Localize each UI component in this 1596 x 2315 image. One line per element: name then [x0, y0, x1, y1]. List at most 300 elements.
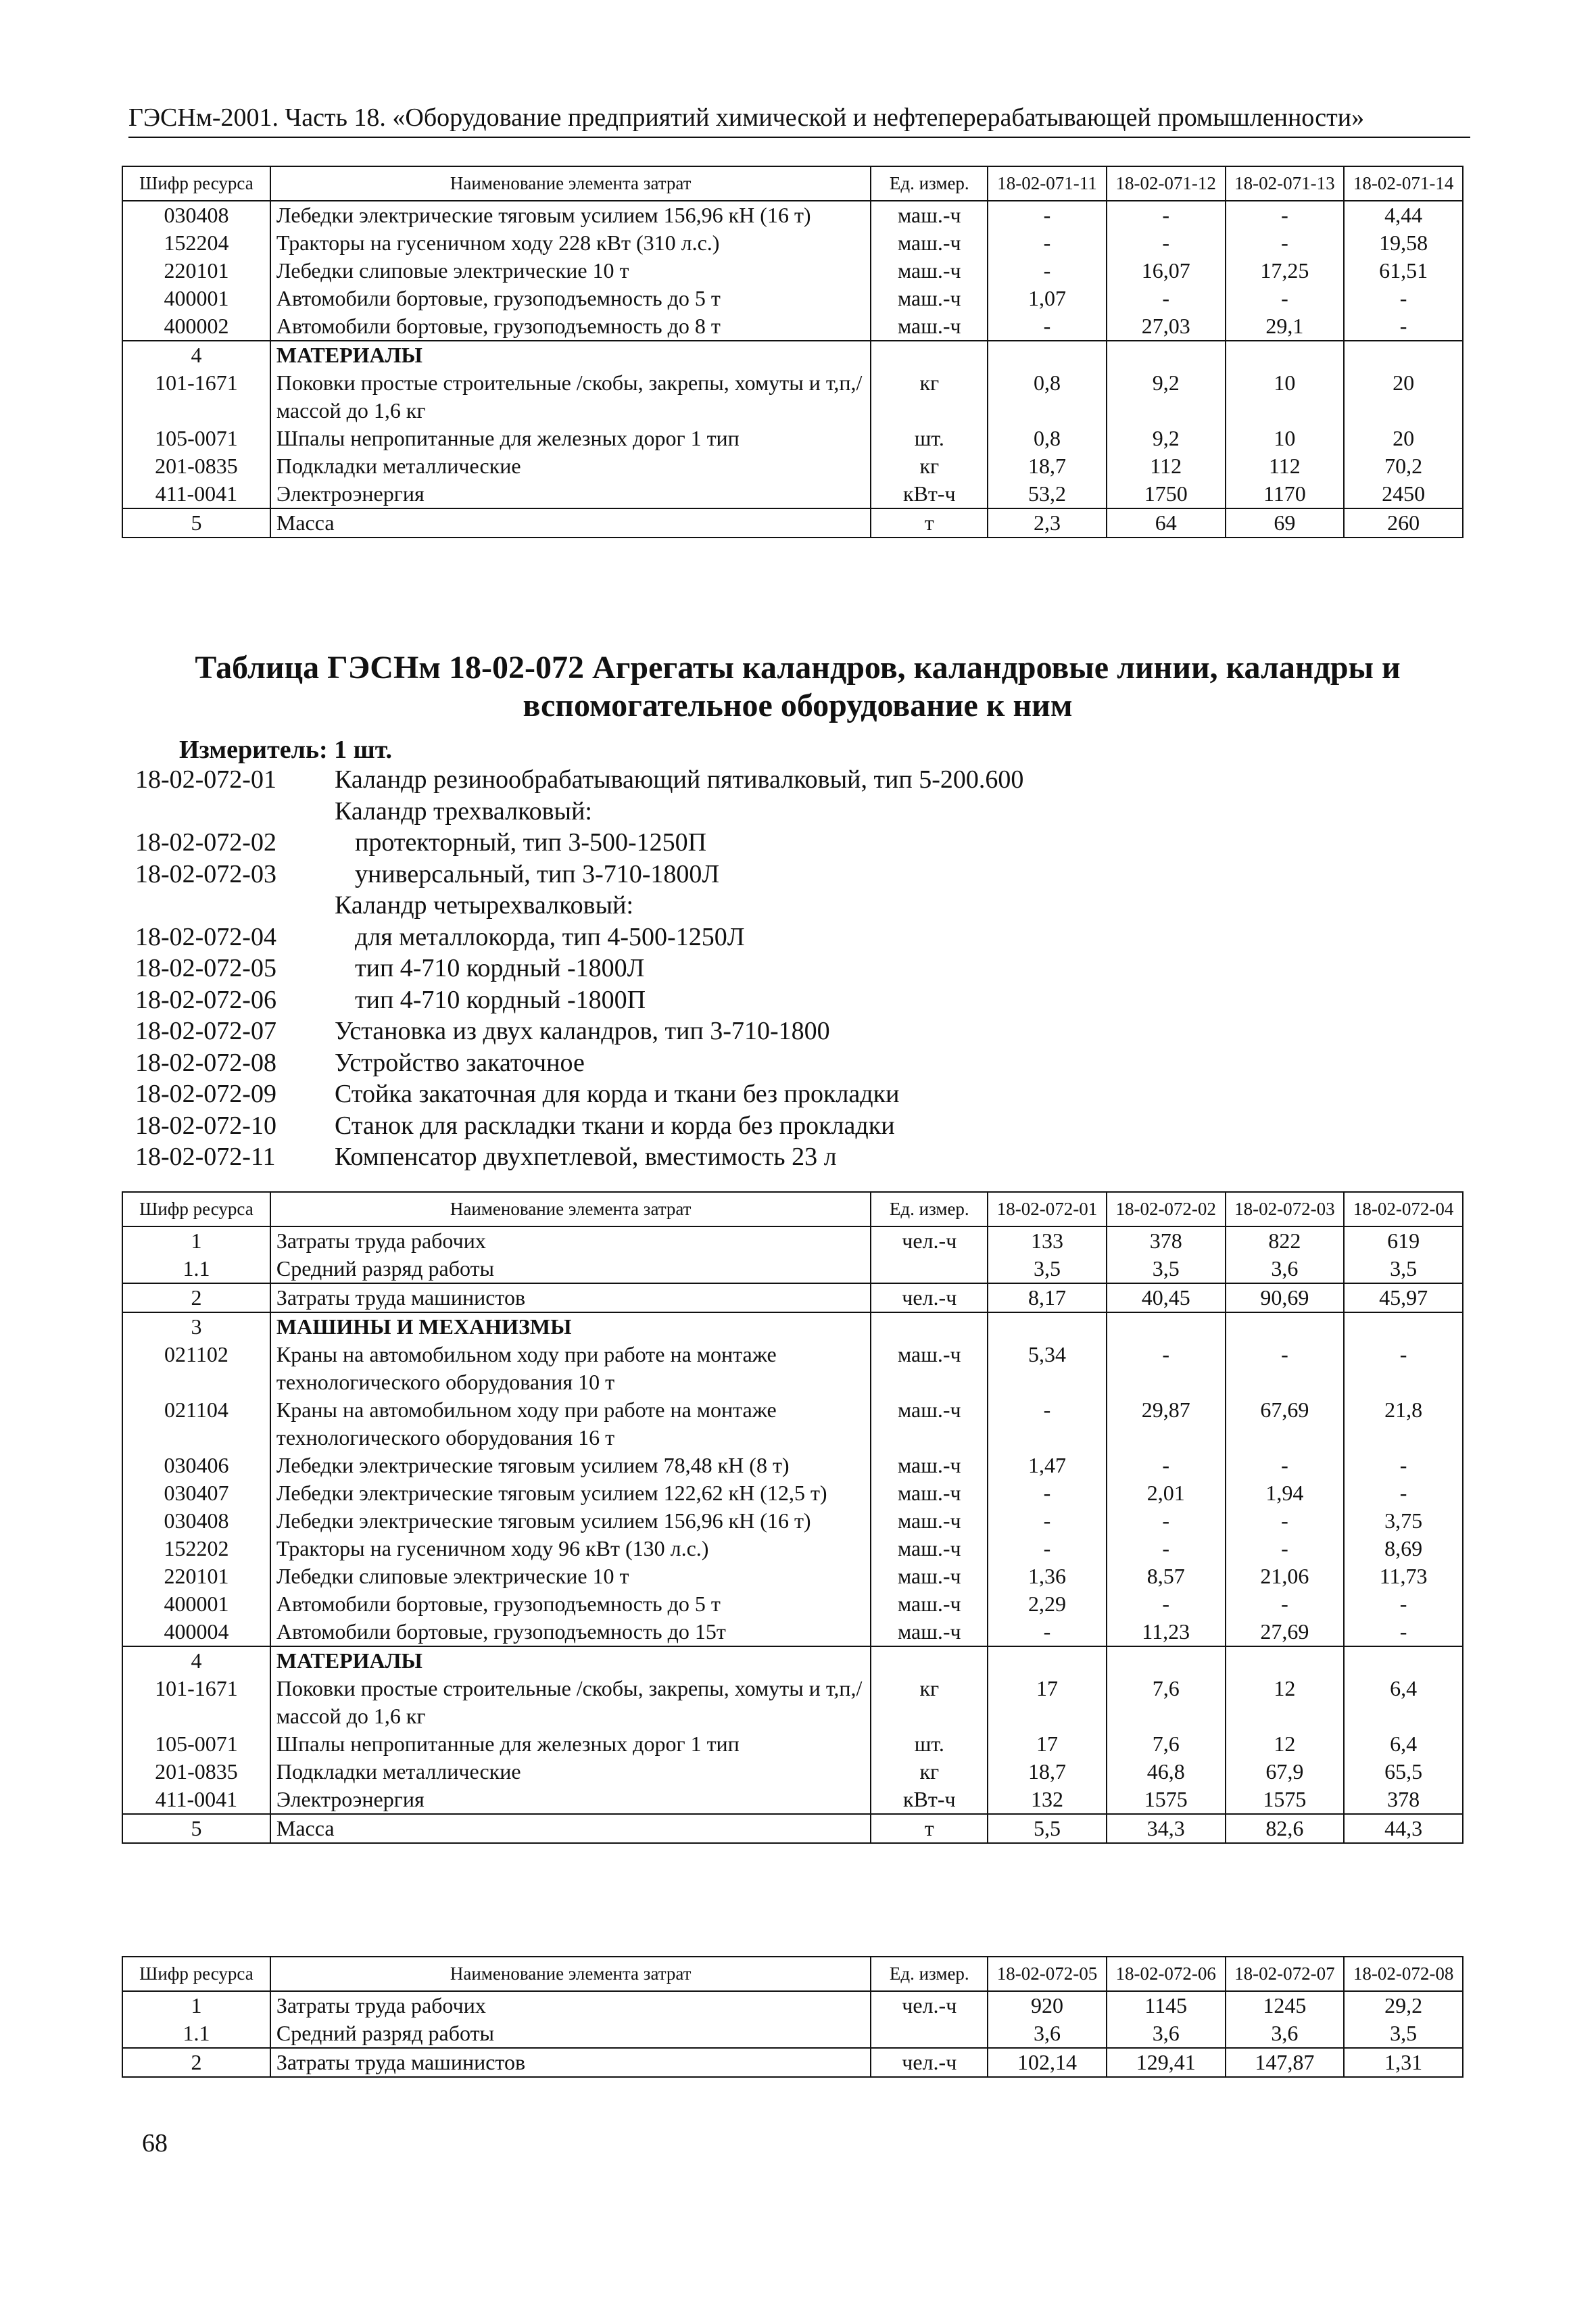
- norm-value: 27,69: [1226, 1618, 1345, 1646]
- unit-of-measure: кВт-ч: [871, 480, 988, 508]
- norm-value: 112: [1107, 452, 1226, 480]
- norm-value: 19,58: [1344, 229, 1463, 257]
- norm-value: 822: [1226, 1226, 1345, 1255]
- resource-code: 030406: [122, 1452, 270, 1479]
- norm-value: 11,23: [1107, 1618, 1226, 1646]
- list-item: [135, 827, 1420, 859]
- unit-of-measure: [871, 1312, 988, 1341]
- list-item: [135, 796, 1420, 828]
- norm-value: 1,47: [988, 1452, 1107, 1479]
- norm-value: -: [1107, 201, 1226, 229]
- norm-value: 8,57: [1107, 1562, 1226, 1590]
- resource-code: 105-0071: [122, 425, 270, 452]
- unit-of-measure: маш.-ч: [871, 1562, 988, 1590]
- norm-value: 3,75: [1344, 1507, 1463, 1535]
- norm-value: 40,45: [1107, 1283, 1226, 1312]
- norm-value: 619: [1344, 1226, 1463, 1255]
- norm-value: 9,2: [1107, 369, 1226, 425]
- norm-value: 1,36: [988, 1562, 1107, 1590]
- norm-value: 29,2: [1344, 1991, 1463, 2020]
- norm-code: 18-02-072-08: [135, 1048, 276, 1077]
- table-row: [122, 1479, 1463, 1507]
- resource-code: 4: [122, 341, 270, 369]
- col-header-norm: 18-02-071-12: [1107, 166, 1226, 201]
- unit-of-measure: [871, 1255, 988, 1283]
- col-header-norm: 18-02-072-01: [988, 1192, 1107, 1226]
- unit-of-measure: т: [871, 1814, 988, 1843]
- norm-value: 27,03: [1107, 312, 1226, 341]
- norm-value: 4,44: [1344, 201, 1463, 229]
- norm-value: -: [1226, 1507, 1345, 1535]
- col-header-name: Наименование элемента затрат: [270, 166, 871, 201]
- col-header-norm: 18-02-071-13: [1226, 166, 1345, 201]
- norm-value: [1107, 341, 1226, 369]
- norm-value: [1226, 1646, 1345, 1675]
- unit-of-measure: [871, 341, 988, 369]
- norm-value: 3,5: [1107, 1255, 1226, 1283]
- norm-description: Станок для раскладки ткани и корда без прокладки: [335, 1111, 895, 1140]
- norm-value: 8,69: [1344, 1535, 1463, 1562]
- cost-element-name: Средний разряд работы: [270, 2020, 871, 2048]
- norm-code: 18-02-072-05: [135, 954, 276, 982]
- list-item: [135, 1047, 1420, 1079]
- norm-value: 16,07: [1107, 257, 1226, 285]
- norm-value: 920: [988, 1991, 1107, 2020]
- norm-value: 7,6: [1107, 1730, 1226, 1758]
- table-row: [122, 1786, 1463, 1814]
- table-row: [122, 1283, 1463, 1312]
- resource-code: 400001: [122, 285, 270, 312]
- norm-value: 1,94: [1226, 1479, 1345, 1507]
- unit-of-measure: кВт-ч: [871, 1786, 988, 1814]
- norm-value: [1344, 1646, 1463, 1675]
- col-header-unit: Ед. измер.: [871, 1957, 988, 1991]
- norm-value: 3,6: [1226, 2020, 1345, 2048]
- norm-value: 3,5: [988, 1255, 1107, 1283]
- col-header-code: Шифр ресурса: [122, 1957, 270, 1991]
- norm-value: 44,3: [1344, 1814, 1463, 1843]
- norm-value: 12: [1226, 1730, 1345, 1758]
- resource-code: 4: [122, 1646, 270, 1675]
- resource-code: 152204: [122, 229, 270, 257]
- table-row: [122, 285, 1463, 312]
- norm-value: 378: [1107, 1226, 1226, 1255]
- table-row: [122, 201, 1463, 229]
- norm-value: 1575: [1226, 1786, 1345, 1814]
- norm-value: -: [1107, 1535, 1226, 1562]
- table-resources-071: [122, 166, 1464, 538]
- table-title: Таблица ГЭСНм 18-02-072 Агрегаты каландров, каландровые линии, каландры и вспомогательное оборудование к ним: [195, 650, 1401, 723]
- page-number: 68: [142, 2129, 168, 2157]
- norm-value: 132: [988, 1786, 1107, 1814]
- unit-of-measure: маш.-ч: [871, 229, 988, 257]
- norm-value: 1,31: [1344, 2048, 1463, 2077]
- resource-code: 030408: [122, 1507, 270, 1535]
- col-header-code: Шифр ресурса: [122, 166, 270, 201]
- cost-element-name: Масса: [270, 1814, 871, 1843]
- norm-description: Каландр четырехвалковый:: [335, 891, 634, 920]
- norm-value: 1170: [1226, 480, 1345, 508]
- norm-value: 3,5: [1344, 2020, 1463, 2048]
- norm-value: 64: [1107, 508, 1226, 538]
- norm-value: -: [988, 1396, 1107, 1452]
- norm-value: 17: [988, 1730, 1107, 1758]
- norm-value: 8,17: [988, 1283, 1107, 1312]
- col-header-norm: 18-02-071-14: [1344, 166, 1463, 201]
- col-header-norm: 18-02-072-02: [1107, 1192, 1226, 1226]
- col-header-norm: 18-02-072-07: [1226, 1957, 1345, 1991]
- unit-of-measure: кг: [871, 369, 988, 425]
- resource-code: 400002: [122, 312, 270, 341]
- table-row: [122, 1255, 1463, 1283]
- resource-code: 030408: [122, 201, 270, 229]
- norm-value: 3,6: [1107, 2020, 1226, 2048]
- resource-code: 5: [122, 508, 270, 538]
- unit-of-measure: маш.-ч: [871, 1507, 988, 1535]
- norm-value: -: [1226, 1452, 1345, 1479]
- unit-of-measure: маш.-ч: [871, 1341, 988, 1396]
- table-row: [122, 1396, 1463, 1452]
- norm-value: -: [1107, 1507, 1226, 1535]
- cost-element-name: Лебедки электрические тяговым усилием 78,48 кН (8 т): [270, 1452, 871, 1479]
- resource-code: 5: [122, 1814, 270, 1843]
- col-header-norm: 18-02-071-11: [988, 166, 1107, 201]
- table-row: [122, 1618, 1463, 1646]
- norm-value: -: [988, 257, 1107, 285]
- resource-code: 021104: [122, 1396, 270, 1452]
- table-row: [122, 1590, 1463, 1618]
- norm-value: 21,06: [1226, 1562, 1345, 1590]
- norm-value: 10: [1226, 425, 1345, 452]
- norm-value: -: [988, 312, 1107, 341]
- table-row: [122, 1341, 1463, 1396]
- norm-value: -: [1107, 1341, 1226, 1396]
- code-list: [135, 764, 1420, 1173]
- table-row: [122, 1646, 1463, 1675]
- norm-value: 5,34: [988, 1341, 1107, 1396]
- col-header-norm: 18-02-072-04: [1344, 1192, 1463, 1226]
- norm-value: 11,73: [1344, 1562, 1463, 1590]
- table-row: [122, 257, 1463, 285]
- table-row: [122, 1535, 1463, 1562]
- list-item: [135, 1016, 1420, 1047]
- resource-code: 1: [122, 1991, 270, 2020]
- resource-code: 1: [122, 1226, 270, 1255]
- norm-value: -: [988, 201, 1107, 229]
- norm-value: 21,8: [1344, 1396, 1463, 1452]
- norm-value: [1107, 1312, 1226, 1341]
- table-row: [122, 369, 1463, 425]
- col-header-norm: 18-02-072-06: [1107, 1957, 1226, 1991]
- table-row: [122, 508, 1463, 538]
- resource-code: 411-0041: [122, 480, 270, 508]
- col-header-norm: 18-02-072-08: [1344, 1957, 1463, 1991]
- cost-element-name: Автомобили бортовые, грузоподъемность до 5 т: [270, 1590, 871, 1618]
- list-item: [135, 922, 1420, 953]
- norm-value: 6,4: [1344, 1730, 1463, 1758]
- norm-description: Каландр трехвалковый:: [335, 796, 592, 826]
- norm-value: 65,5: [1344, 1758, 1463, 1786]
- cost-element-name: МАТЕРИАЛЫ: [270, 1646, 871, 1675]
- norm-code: 18-02-072-04: [135, 922, 276, 951]
- norm-value: 17: [988, 1675, 1107, 1730]
- table-row: [122, 425, 1463, 452]
- cost-element-name: Затраты труда рабочих: [270, 1991, 871, 2020]
- norm-description: для металлокорда, тип 4-500-1250Л: [355, 922, 745, 951]
- table-row: [122, 480, 1463, 508]
- resource-code: 152202: [122, 1535, 270, 1562]
- norm-value: 1245: [1226, 1991, 1345, 2020]
- norm-value: -: [1226, 285, 1345, 312]
- table-row: [122, 1675, 1463, 1730]
- norm-value: -: [988, 229, 1107, 257]
- unit-of-measure: маш.-ч: [871, 1452, 988, 1479]
- norm-value: 2,01: [1107, 1479, 1226, 1507]
- norm-value: -: [1107, 1590, 1226, 1618]
- col-header-name: Наименование элемента затрат: [270, 1192, 871, 1226]
- cost-element-name: Затраты труда машинистов: [270, 1283, 871, 1312]
- table-row: [122, 1507, 1463, 1535]
- norm-value: 112: [1226, 452, 1345, 480]
- norm-value: 34,3: [1107, 1814, 1226, 1843]
- list-item: [135, 890, 1420, 922]
- col-header-norm: 18-02-072-03: [1226, 1192, 1345, 1226]
- norm-description: универсальный, тип 3-710-1800Л: [355, 859, 720, 888]
- norm-value: 147,87: [1226, 2048, 1345, 2077]
- cost-element-name: Лебедки электрические тяговым усилием 156,96 кН (16 т): [270, 1507, 871, 1535]
- table-row: [122, 1226, 1463, 1255]
- norm-code: 18-02-072-07: [135, 1017, 276, 1045]
- unit-of-measure: маш.-ч: [871, 1396, 988, 1452]
- unit-of-measure: чел.-ч: [871, 2048, 988, 2077]
- norm-value: 10: [1226, 369, 1345, 425]
- cost-element-name: Автомобили бортовые, грузоподъемность до 15т: [270, 1618, 871, 1646]
- table-row: [122, 1562, 1463, 1590]
- norm-value: 46,8: [1107, 1758, 1226, 1786]
- col-header-unit: Ед. измер.: [871, 1192, 988, 1226]
- norm-value: 12: [1226, 1675, 1345, 1730]
- norm-value: [1107, 1646, 1226, 1675]
- resource-code: 101-1671: [122, 1675, 270, 1730]
- norm-value: 133: [988, 1226, 1107, 1255]
- norm-value: -: [1226, 1341, 1345, 1396]
- unit-of-measure: чел.-ч: [871, 1283, 988, 1312]
- norm-value: 67,9: [1226, 1758, 1345, 1786]
- col-header-code: Шифр ресурса: [122, 1192, 270, 1226]
- resource-code: 400001: [122, 1590, 270, 1618]
- cost-element-name: Поковки простые строительные /скобы, закрепы, хомуты и т,п,/ массой до 1,6 кг: [270, 369, 871, 425]
- norm-value: [988, 1312, 1107, 1341]
- norm-description: Компенсатор двухпетлевой, вместимость 23 л: [335, 1143, 837, 1171]
- norm-value: 2,3: [988, 508, 1107, 538]
- norm-value: 29,87: [1107, 1396, 1226, 1452]
- resource-code: 201-0835: [122, 452, 270, 480]
- norm-value: -: [988, 1535, 1107, 1562]
- norm-description: Устройство закаточное: [335, 1048, 585, 1077]
- norm-value: 2450: [1344, 480, 1463, 508]
- norm-value: 29,1: [1226, 312, 1345, 341]
- cost-element-name: Автомобили бортовые, грузоподъемность до 5 т: [270, 285, 871, 312]
- norm-code: 18-02-072-09: [135, 1080, 276, 1108]
- list-item: [135, 984, 1420, 1016]
- resource-code: 220101: [122, 1562, 270, 1590]
- norm-value: [1344, 1312, 1463, 1341]
- norm-value: 9,2: [1107, 425, 1226, 452]
- unit-of-measure: маш.-ч: [871, 257, 988, 285]
- norm-value: 20: [1344, 369, 1463, 425]
- norm-code: 18-02-072-11: [135, 1143, 276, 1171]
- resource-code: 201-0835: [122, 1758, 270, 1786]
- table-resources-072-a: [122, 1191, 1464, 1844]
- norm-value: 5,5: [988, 1814, 1107, 1843]
- cost-element-name: Тракторы на гусеничном ходу 96 кВт (130 л.с.): [270, 1535, 871, 1562]
- cost-element-name: Средний разряд работы: [270, 1255, 871, 1283]
- list-item: [135, 859, 1420, 890]
- unit-of-measure: маш.-ч: [871, 201, 988, 229]
- norm-value: -: [1344, 1452, 1463, 1479]
- cost-element-name: Краны на автомобильном ходу при работе на монтаже технологического оборудования 16 т: [270, 1396, 871, 1452]
- norm-value: 1575: [1107, 1786, 1226, 1814]
- norm-value: 45,97: [1344, 1283, 1463, 1312]
- unit-of-measure: маш.-ч: [871, 1535, 988, 1562]
- cost-element-name: Поковки простые строительные /скобы, закрепы, хомуты и т,п,/ массой до 1,6 кг: [270, 1675, 871, 1730]
- cost-element-name: МАТЕРИАЛЫ: [270, 341, 871, 369]
- unit-of-measure: маш.-ч: [871, 1590, 988, 1618]
- resource-code: 1.1: [122, 1255, 270, 1283]
- cost-element-name: МАШИНЫ И МЕХАНИЗМЫ: [270, 1312, 871, 1341]
- norm-value: 20: [1344, 425, 1463, 452]
- cost-element-name: Электроэнергия: [270, 1786, 871, 1814]
- norm-value: 17,25: [1226, 257, 1345, 285]
- table-row: [122, 2048, 1463, 2077]
- unit-of-measure: маш.-ч: [871, 1618, 988, 1646]
- norm-value: -: [1226, 201, 1345, 229]
- unit-of-measure: маш.-ч: [871, 285, 988, 312]
- table-row: [122, 1758, 1463, 1786]
- norm-description: протекторный, тип 3-500-1250П: [355, 828, 707, 857]
- resource-code: 101-1671: [122, 369, 270, 425]
- norm-description: Установка из двух каландров, тип 3-710-1800: [335, 1017, 830, 1045]
- norm-value: 7,6: [1107, 1675, 1226, 1730]
- cost-element-name: Лебедки слиповые электрические 10 т: [270, 257, 871, 285]
- table-row: [122, 341, 1463, 369]
- resource-code: 2: [122, 1283, 270, 1312]
- resource-code: 411-0041: [122, 1786, 270, 1814]
- norm-value: 18,7: [988, 1758, 1107, 1786]
- norm-code: 18-02-072-10: [135, 1111, 276, 1140]
- norm-value: 2,29: [988, 1590, 1107, 1618]
- cost-element-name: Затраты труда машинистов: [270, 2048, 871, 2077]
- resource-code: 1.1: [122, 2020, 270, 2048]
- norm-value: -: [988, 1507, 1107, 1535]
- unit-of-measure: т: [871, 508, 988, 538]
- norm-value: 3,6: [988, 2020, 1107, 2048]
- table-row: [122, 2020, 1463, 2048]
- unit-of-measure: маш.-ч: [871, 1479, 988, 1507]
- norm-value: -: [988, 1479, 1107, 1507]
- norm-value: -: [1344, 1618, 1463, 1646]
- cost-element-name: Тракторы на гусеничном ходу 228 кВт (310 л.с.): [270, 229, 871, 257]
- measure-unit: Измеритель: 1 шт.: [179, 736, 393, 764]
- norm-value: -: [1107, 229, 1226, 257]
- resource-code: 021102: [122, 1341, 270, 1396]
- table-row: [122, 229, 1463, 257]
- norm-value: 70,2: [1344, 452, 1463, 480]
- norm-value: -: [988, 1618, 1107, 1646]
- norm-value: 260: [1344, 508, 1463, 538]
- unit-of-measure: [871, 2020, 988, 2048]
- norm-value: [1226, 1312, 1345, 1341]
- list-item: [135, 953, 1420, 984]
- cost-element-name: Электроэнергия: [270, 480, 871, 508]
- norm-value: 90,69: [1226, 1283, 1345, 1312]
- norm-code: 18-02-072-03: [135, 859, 276, 888]
- list-item: [135, 1078, 1420, 1110]
- resource-code: 400004: [122, 1618, 270, 1646]
- norm-description: Каландр резинообрабатывающий пятивалковый, тип 5-200.600: [335, 765, 1024, 794]
- norm-value: -: [1344, 1479, 1463, 1507]
- col-header-name: Наименование элемента затрат: [270, 1957, 871, 1991]
- unit-of-measure: кг: [871, 452, 988, 480]
- cost-element-name: Лебедки электрические тяговым усилием 156,96 кН (16 т): [270, 201, 871, 229]
- unit-of-measure: маш.-ч: [871, 312, 988, 341]
- norm-value: 378: [1344, 1786, 1463, 1814]
- cost-element-name: Лебедки электрические тяговым усилием 122,62 кН (12,5 т): [270, 1479, 871, 1507]
- unit-of-measure: [871, 1646, 988, 1675]
- norm-value: 1750: [1107, 480, 1226, 508]
- norm-value: 102,14: [988, 2048, 1107, 2077]
- table-resources-072-b: [122, 1956, 1464, 2078]
- norm-code: 18-02-072-01: [135, 765, 276, 794]
- cost-element-name: Масса: [270, 508, 871, 538]
- norm-description: Стойка закаточная для корда и ткани без прокладки: [335, 1080, 900, 1108]
- cost-element-name: Подкладки металлические: [270, 452, 871, 480]
- norm-value: 1145: [1107, 1991, 1226, 2020]
- unit-of-measure: шт.: [871, 425, 988, 452]
- norm-value: [1226, 341, 1345, 369]
- unit-of-measure: кг: [871, 1675, 988, 1730]
- col-header-unit: Ед. измер.: [871, 166, 988, 201]
- resource-code: 2: [122, 2048, 270, 2077]
- table-row: [122, 1814, 1463, 1843]
- norm-value: -: [1226, 1535, 1345, 1562]
- resource-code: 3: [122, 1312, 270, 1341]
- unit-of-measure: шт.: [871, 1730, 988, 1758]
- cost-element-name: Лебедки слиповые электрические 10 т: [270, 1562, 871, 1590]
- unit-of-measure: чел.-ч: [871, 1226, 988, 1255]
- resource-code: 220101: [122, 257, 270, 285]
- norm-code: 18-02-072-06: [135, 985, 276, 1014]
- list-item: [135, 1110, 1420, 1142]
- norm-value: 61,51: [1344, 257, 1463, 285]
- norm-value: -: [1107, 1452, 1226, 1479]
- list-item: [135, 764, 1420, 796]
- norm-value: 3,5: [1344, 1255, 1463, 1283]
- cost-element-name: Автомобили бортовые, грузоподъемность до 8 т: [270, 312, 871, 341]
- unit-of-measure: кг: [871, 1758, 988, 1786]
- cost-element-name: Шпалы непропитанные для железных дорог 1 тип: [270, 1730, 871, 1758]
- norm-value: 129,41: [1107, 2048, 1226, 2077]
- cost-element-name: Затраты труда рабочих: [270, 1226, 871, 1255]
- cost-element-name: Подкладки металлические: [270, 1758, 871, 1786]
- norm-value: -: [1344, 285, 1463, 312]
- table-row: [122, 1452, 1463, 1479]
- norm-value: -: [1226, 1590, 1345, 1618]
- norm-description: тип 4-710 кордный -1800П: [355, 985, 646, 1014]
- norm-value: 0,8: [988, 425, 1107, 452]
- norm-value: 6,4: [1344, 1675, 1463, 1730]
- norm-value: -: [1344, 1590, 1463, 1618]
